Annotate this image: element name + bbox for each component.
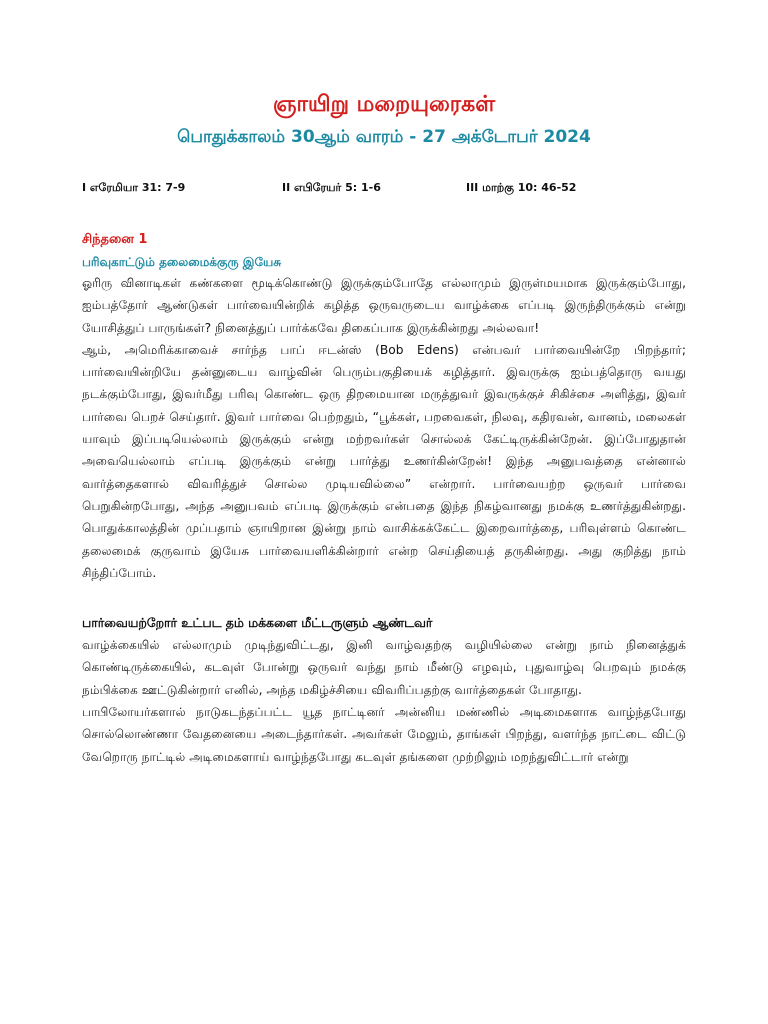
paragraph-3: வாழ்க்கையில் எல்லாமும் முடிந்துவிட்டது, இனி வாழ்வதற்கு வழியில்லை என்று நாம் நினைத்துக் கொண்டிருக்கையில், கடவுள் போன்று ஒருவர் வந்து நாம் மீண்டு எழவும், புதுவாழ்வு பெறவும் நமக்கு நம்பிக்கை ஊட்டுகின்றார் எனில், அந்த மகிழ்ச்சியை விவரிப்பதற்கு வார்த்தைகள் போதாது. (82, 638, 686, 697)
section-title: சிந்தனை 1 (82, 232, 148, 247)
reading-second: II எபிரேயர் 5: 1-6 (282, 181, 381, 194)
readings-row (82, 180, 686, 196)
paragraph-2: ஆம், அமெரிக்காவைச் சார்ந்த பாப் ஈடன்ஸ் (Bob Edens) என்பவர் பார்வையின்றே பிறந்தார்; பார்வையின்றியே தன்னுடைய வாழ்வின் பெரும்பகுதியைக் கழித்தார். இவருக்கு ஐம்பத்தொரு வயது நடக்கும்போது, இவர்மீது பரிவு கொண்ட ஒரு திறமையான மருத்துவர் இவருக்குச் சிகிச்சை அளித்து, இவர் பார்வை பெறச் செய்தார். இவர் பார்வை பெற்றதும், “பூக்கள், பறவைகள், நிலவு, கதிரவன், வானம், மலைகள் யாவும் இப்படியெல்லாம் இருக்கும் என்று மற்றவர்கள் சொல்லக் கேட்டிருக்கின்றேன். இப்போதுதான் அவையெல்லாம் எப்படி இருக்கும் என்று பார்த்து உணர்கின்றேன்! இந்த அனுபவத்தை என்னால் வார்த்தைகளால் விவரித்துச் சொல்ல முடியவில்லை” என்றார். பார்வையற்ற ஒருவர் பார்வை பெறுகின்றபோது, அந்த அனுபவம் எப்படி இருக்கும் என்பதை இந்த நிகழ்வானது நமக்கு உணர்த்துகின்றது. பொதுக்காலத்தின் முப்பதாம் ஞாயிறான இன்று நாம் வாசிக்கக்கேட்ட இறைவார்த்தை, பரிவுள்ளம் கொண்ட தலைமைக் குருவாம் இயேசு பார்வையளிக்கின்றார் என்ற செய்தியைத் தருகின்றது. அது குறித்து நாம் சிந்திப்போம். (82, 342, 686, 580)
page-title: ஞாயிறு மறையுரைகள் (272, 92, 496, 117)
section-subtitle: பரிவுகாட்டும் தலைமைக்குரு இயேசு (82, 255, 282, 269)
reading-first: I எரேமியா 31: 7-9 (82, 181, 186, 194)
paragraph-1: ஓரிரு வினாடிகள் கண்களை மூடிக்கொண்டு இருக்கும்போதே எல்லாமும் இருள்மயமாக இருக்கும்போது, ஐம்பத்தோர் ஆண்டுகள் பார்வையின்றிக் கழித்த ஒருவருடைய வாழ்க்கை எப்படி இருந்திருக்கும் என்று யோசித்துப் பாருங்கள்? நினைத்துப் பார்க்கவே திகைப்பாக இருக்கின்றது அல்லவா! (82, 276, 686, 335)
section-heading-2: பார்வையற்றோர் உட்பட தம் மக்களை மீட்டருளும் ஆண்டவர் (82, 615, 433, 631)
reading-gospel: III மாற்கு 10: 46-52 (466, 181, 577, 194)
paragraph-4: பாபிலோயர்களால் நாடுகடந்தப்பட்ட யூத நாட்டினர் அன்னிய மண்ணில் அடிமைகளாக வாழ்ந்தபோது சொல்லொண்ணா வேதனையை அடைந்தார்கள். அவர்கள் மேலும், தாங்கள் பிறந்து, வளர்ந்த நாட்டை விட்டு வேறொரு நாட்டில் அடிமைகளாய் வாழ்ந்தபோது கடவுள் தங்களை முற்றிலும் மறந்துவிட்டார் என்று (82, 705, 686, 764)
page-subtitle: பொதுக்காலம் 30ஆம் வாரம் - 27 அக்டோபர் 2024 (177, 127, 591, 147)
document-page (82, 90, 686, 768)
